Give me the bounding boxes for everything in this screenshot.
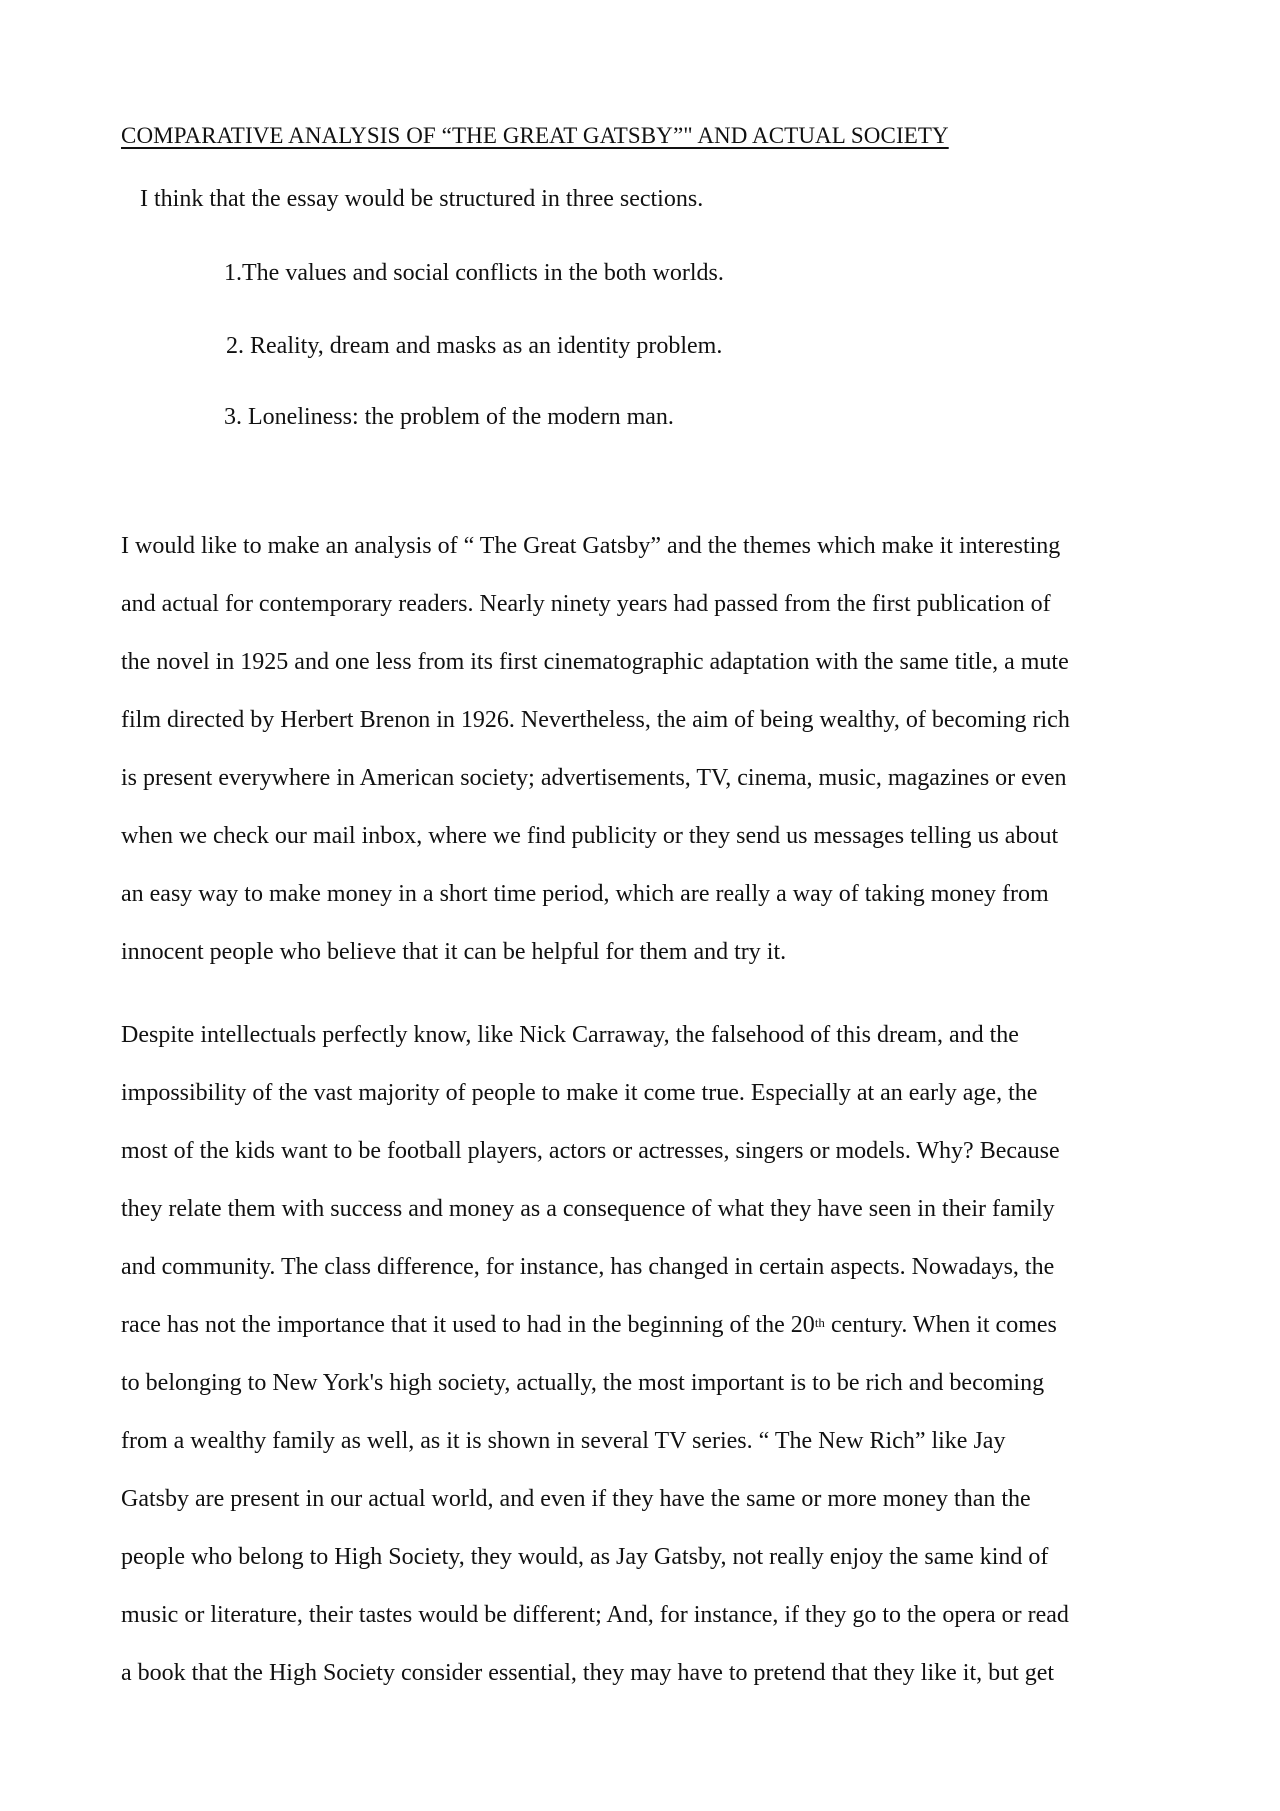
paragraph-line: a book that the High Society consider essential, they may have to pretend that they like it, but get: [121, 1660, 1055, 1686]
paragraph-line: the novel in 1925 and one less from its first cinematographic adaptation with the same title, a mute: [121, 649, 1069, 675]
paragraph-line: Gatsby are present in our actual world, and even if they have the same or more money than the: [121, 1486, 1031, 1512]
paragraph-line: to belonging to New York's high society, actually, the most important is to be rich and becoming: [121, 1370, 1045, 1396]
document-title: COMPARATIVE ANALYSIS OF “THE GREAT GATSBY”" AND ACTUAL SOCIETY: [121, 123, 949, 148]
outline-item-2: 2. Reality, dream and masks as an identity problem.: [226, 333, 723, 359]
outline-item-3: 3. Loneliness: the problem of the modern man.: [224, 404, 674, 430]
paragraph-line: is present everywhere in American society; advertisements, TV, cinema, music, magazines or even: [121, 765, 1067, 791]
century-line-text: race has not the importance that it used to had in the beginning of the 20: [121, 1312, 815, 1338]
paragraph-line: an easy way to make money in a short time period, which are really a way of taking money from: [121, 881, 1049, 907]
paragraph-2: [121, 1019, 1161, 1715]
paragraph-line: people who belong to High Society, they would, as Jay Gatsby, not really enjoy the same kind of: [121, 1544, 1049, 1570]
outline-item-1: 1.The values and social conflicts in the both worlds.: [224, 260, 724, 286]
century-line: [121, 1309, 1161, 1367]
paragraph-line: innocent people who believe that it can be helpful for them and try it.: [121, 939, 787, 965]
paragraph-line: when we check our mail inbox, where we find publicity or they send us messages telling us about: [121, 823, 1059, 849]
intro-sentence: I think that the essay would be structured in three sections.: [140, 186, 704, 212]
ordinal-superscript: th: [814, 1315, 825, 1330]
paragraph-line: they relate them with success and money as a consequence of what they have seen in their family: [121, 1196, 1055, 1222]
paragraph-line: film directed by Herbert Brenon in 1926. Nevertheless, the aim of being wealthy, of becoming rich: [121, 707, 1070, 733]
paragraph-line: from a wealthy family as well, as it is shown in several TV series. “ The New Rich” like Jay: [121, 1428, 1006, 1454]
paragraph-line: and community. The class difference, for instance, has changed in certain aspects. Nowadays, the: [121, 1254, 1055, 1280]
paragraph-line: Despite intellectuals perfectly know, like Nick Carraway, the falsehood of this dream, and the: [121, 1022, 1019, 1048]
paragraph-line: music or literature, their tastes would be different; And, for instance, if they go to the opera or read: [121, 1602, 1069, 1628]
century-line-rest: century. When it comes: [824, 1312, 1057, 1338]
paragraph-1: [121, 530, 1161, 994]
paragraph-line: and actual for contemporary readers. Nearly ninety years had passed from the first publication of: [121, 591, 1051, 617]
paragraph-line: I would like to make an analysis of “ The Great Gatsby” and the themes which make it interesting: [121, 533, 1061, 559]
paragraph-line: impossibility of the vast majority of people to make it come true. Especially at an early age, the: [121, 1080, 1038, 1106]
paragraph-line: most of the kids want to be football players, actors or actresses, singers or models. Why? Because: [121, 1138, 1060, 1164]
